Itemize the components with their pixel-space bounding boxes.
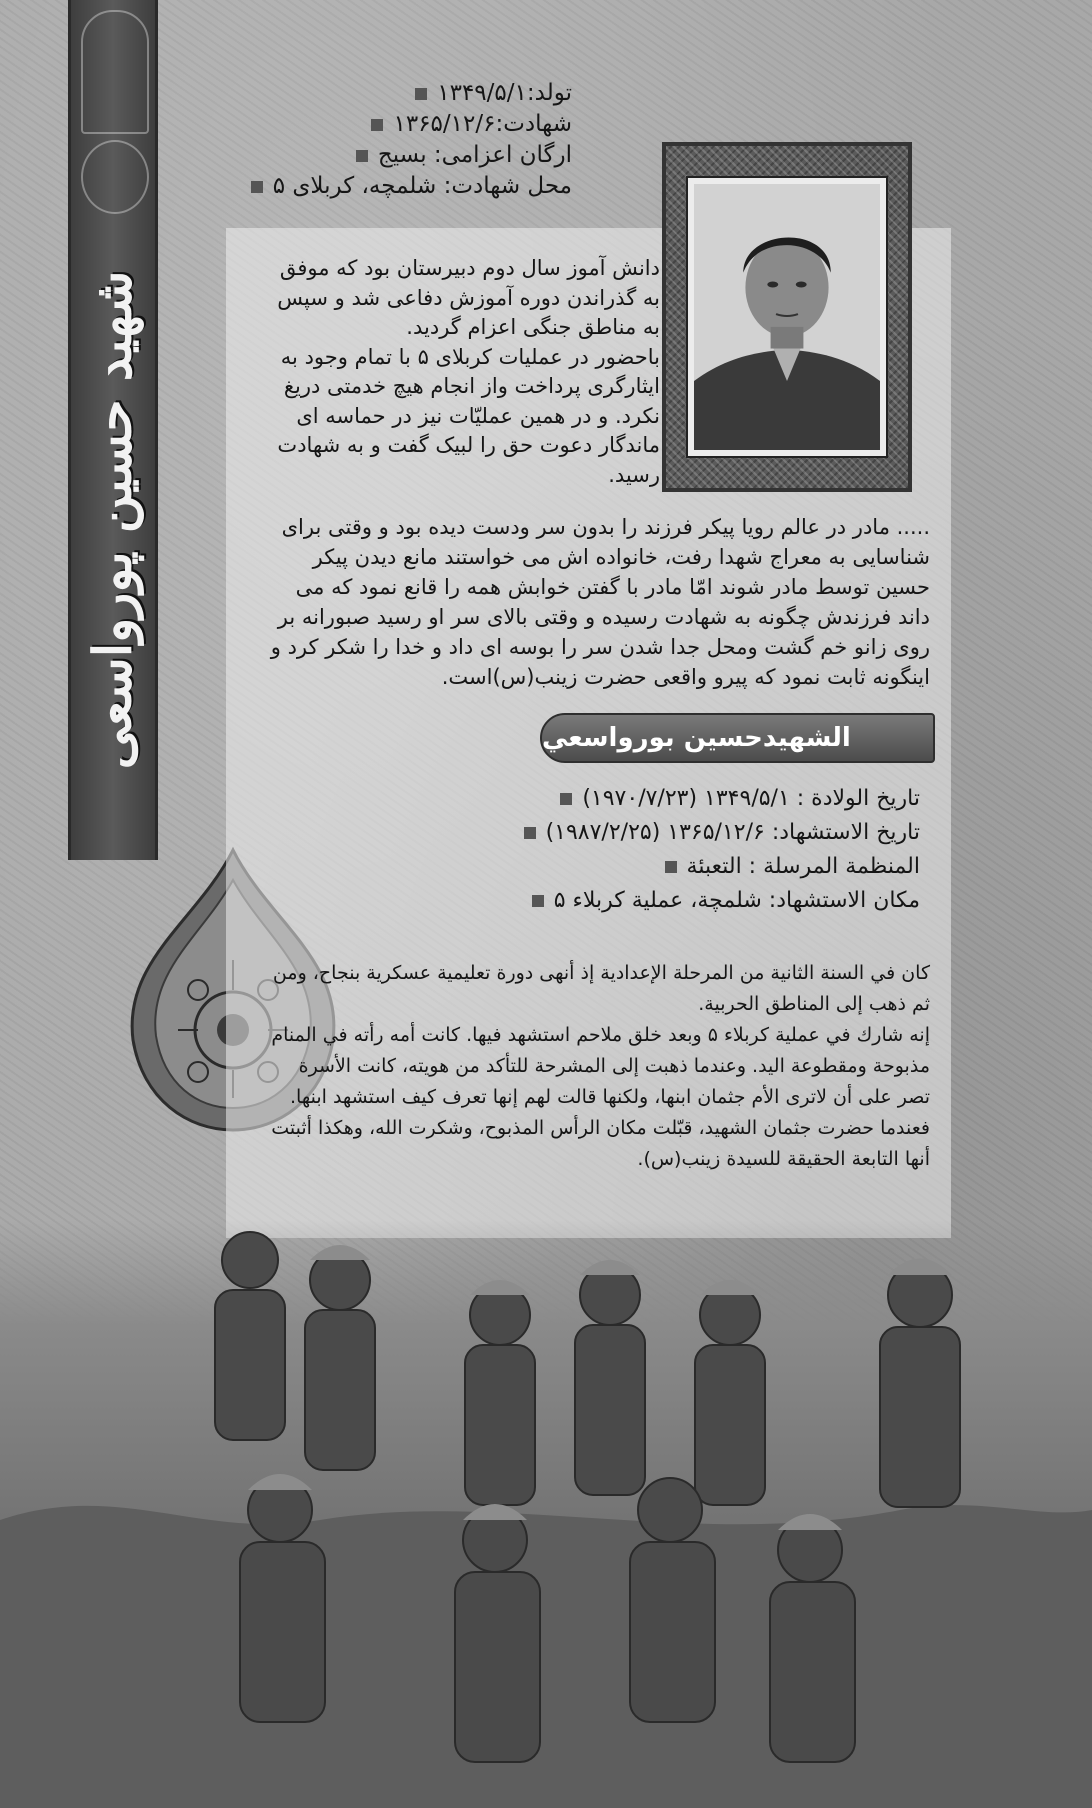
bullet-square-icon [371, 119, 383, 131]
arabic-info-birth: تاريخ الولادة : ۱۳۴۹/۵/۱ (۱۹۷۰/۷/۲۳) [430, 782, 920, 816]
portrait-mat [686, 176, 888, 458]
bullet-square-icon [251, 181, 263, 193]
arabic-title-banner [540, 713, 935, 763]
persian-bio-paragraph-1: دانش آموز سال دوم دبیرستان بود که موفق به گذراندن دوره آموزش دفاعی شد و سپس به مناطق جنگی اعزام گردید. [277, 256, 660, 339]
arabic-info-martyrdom: تاريخ الاستشهاد: ۱۳۶۵/۱۲/۶ (۱۹۸۷/۲/۲۵) [430, 816, 920, 850]
bullet-square-icon [415, 88, 427, 100]
arabic-bio-paragraph-2: إنه شارك في عملية كربلاء ۵ وبعد خلق ملاحم استشهد فيها. كانت أمه رأته في المنام مذبوحة ومقطوعة اليد. وعندما ذهبت إلى المشرحة للتأكد من هويته، كانت الأسرة تصر على أن لاترى الأم جثمان ابنها، ولكنها قالت لهم إنها تعرف كيف استشهد ابنها. فعندما حضرت جثمان الشهيد، قبّلت مكان الرأس المذبوح، وشكرت الله، وهكذا أثبتت أنها التابعة الحقيقة للسيدة زينب(س). [271, 1024, 930, 1170]
info-place: محل شهادت: شلمچه، کربلای ۵ [192, 171, 572, 202]
arabic-bio-paragraph-1: كان في السنة الثانية من المرحلة الإعدادية إذ أنهى دورة تعليمية عسكرية بنجاح، ومن ثم ذهب إلى المناطق الحربية. [272, 962, 930, 1015]
group-photo [0, 1220, 1092, 1808]
soldiers-group-icon [0, 1220, 1092, 1808]
portrait-photo [694, 184, 880, 450]
info-birth: تولد:۱۳۴۹/۵/۱ [192, 78, 572, 109]
martyr-name-vertical: شهید حسین پورواسعی [82, 270, 144, 770]
bullet-square-icon [524, 827, 536, 839]
persian-bio-paragraph-3: ..... مادر در عالم رویا پیکر فرزند را بدون سر ودست دیده بود و وقتی برای شناسایی به معراج شهدا رفت، خانواده اش می خواستند مانع دیدن پیکر حسین توسط مادر شوند امّا مادر با گفتن خوابش همه را قانع نمود که می داند فرزندش چگونه به شهادت رسیده و وقتی بالای سر او رسید صبورانه بر روی زانو خم گشت ومحل جدا شدن سر را بوسه ای داد و خدا را شکر کرد و اینگونه ثابت نمود که پیرو واقعی حضرت زینب(س)است. [270, 515, 930, 689]
persian-bio-top [270, 254, 660, 490]
bullet-square-icon [665, 861, 677, 873]
info-martyrdom: شهادت:۱۳۶۵/۱۲/۶ [192, 109, 572, 140]
persian-bio-bottom [270, 512, 930, 692]
title-banner [68, 0, 158, 860]
bullet-square-icon [560, 793, 572, 805]
bullet-square-icon [356, 150, 368, 162]
arabic-info-block [430, 782, 920, 918]
portrait-frame [662, 142, 912, 492]
arabic-title: الشهيدحسين بورواسعي [542, 723, 851, 753]
banner-knot-icon [81, 140, 149, 214]
banner-ornament-top-icon [81, 10, 149, 134]
arabic-info-place: مكان الاستشهاد: شلمچة، عملية كربلاء ۵ [430, 884, 920, 918]
bullet-square-icon [532, 895, 544, 907]
persian-info-block [192, 78, 572, 202]
info-organization: ارگان اعزامی: بسیج [192, 140, 572, 171]
persian-bio-paragraph-2: باحضور در عملیات کربلای ۵ با تمام وجود به ایثارگری پرداخت واز انجام هیچ خدمتی دریغ نکرد. و در همین عملیّات نیز در حماسه ای ماندگار دعوت حق را لبیک گفت و به شهادت رسید. [277, 344, 660, 487]
person-portrait-icon [694, 184, 880, 450]
arabic-bio [270, 958, 930, 1175]
arabic-info-organization: المنظمة المرسلة : التعبئة [430, 850, 920, 884]
